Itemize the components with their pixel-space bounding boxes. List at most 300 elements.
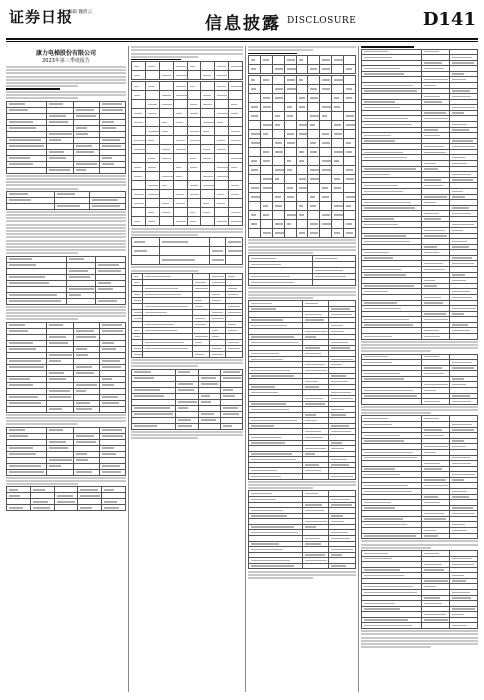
table-cell xyxy=(272,139,284,148)
table-cell xyxy=(272,229,284,238)
table-cell xyxy=(229,109,243,118)
table-cell xyxy=(260,103,272,112)
table-cell xyxy=(30,505,54,511)
text-line xyxy=(6,217,126,219)
text-line xyxy=(131,362,243,364)
table-cell xyxy=(332,85,344,94)
table-cell xyxy=(329,474,356,480)
table-cell xyxy=(249,130,261,139)
table-row xyxy=(249,65,356,74)
table-row xyxy=(7,469,126,475)
table-cell xyxy=(332,112,344,121)
section-heading xyxy=(6,88,60,90)
table-cell xyxy=(308,94,320,103)
table-cell xyxy=(226,256,243,265)
table-cell xyxy=(145,199,159,208)
table-cell xyxy=(362,333,422,339)
table-cell xyxy=(226,238,243,247)
table-cell xyxy=(308,103,320,112)
table-cell xyxy=(296,112,308,121)
text-line xyxy=(361,406,478,408)
table-cell xyxy=(145,145,159,154)
text-line xyxy=(6,227,126,229)
table-cell xyxy=(132,163,146,172)
table-cell xyxy=(249,229,261,238)
table-cell xyxy=(272,211,284,220)
table-cell xyxy=(308,56,320,65)
table-cell xyxy=(132,118,146,127)
table-cell xyxy=(249,65,261,74)
table-cell xyxy=(249,76,261,85)
data-table xyxy=(248,300,356,480)
table-cell xyxy=(187,208,201,217)
text-line xyxy=(248,252,313,254)
table-row xyxy=(132,163,243,172)
table-cell xyxy=(159,163,173,172)
table-cell xyxy=(226,247,243,256)
table-cell xyxy=(249,175,261,184)
table-cell xyxy=(320,130,332,139)
table-cell xyxy=(173,82,187,91)
table-cell xyxy=(284,112,296,121)
text-line xyxy=(248,297,313,299)
text-line xyxy=(361,344,478,346)
table-cell xyxy=(215,190,229,199)
text-line xyxy=(361,640,478,642)
table-row xyxy=(132,199,243,208)
text-line xyxy=(6,69,126,71)
data-table xyxy=(361,550,478,629)
table-cell xyxy=(284,166,296,175)
table-cell xyxy=(249,139,261,148)
table-cell xyxy=(308,112,320,121)
table-cell xyxy=(260,211,272,220)
table-row xyxy=(249,211,356,220)
table-cell xyxy=(132,256,160,265)
text-line xyxy=(131,434,243,436)
table-cell xyxy=(201,127,215,136)
table-row xyxy=(132,62,243,71)
text-line xyxy=(131,228,243,230)
table-cell xyxy=(229,71,243,80)
table-cell xyxy=(132,91,146,100)
table-cell xyxy=(47,469,73,475)
table-cell xyxy=(344,229,356,238)
table-row xyxy=(249,202,356,211)
table-cell xyxy=(272,76,284,85)
table-cell xyxy=(159,91,173,100)
text-line xyxy=(131,53,243,55)
table-cell xyxy=(187,118,201,127)
table-cell xyxy=(229,127,243,136)
table-cell xyxy=(272,65,284,74)
table-cell xyxy=(176,423,198,429)
table-cell xyxy=(187,136,201,145)
table-cell xyxy=(308,202,320,211)
table-cell xyxy=(173,199,187,208)
table-cell xyxy=(272,121,284,130)
table-cell xyxy=(201,145,215,154)
table-cell xyxy=(215,145,229,154)
text-line xyxy=(248,577,313,579)
table-cell xyxy=(187,181,201,190)
table-cell xyxy=(145,217,159,226)
table-cell xyxy=(143,351,193,357)
table-cell xyxy=(198,423,220,429)
table-cell xyxy=(215,100,229,109)
text-line xyxy=(6,414,126,416)
table-cell xyxy=(308,76,320,85)
table-row xyxy=(132,208,243,217)
table-cell xyxy=(73,167,99,173)
table-cell xyxy=(284,175,296,184)
table-cell xyxy=(249,157,261,166)
text-line xyxy=(361,341,478,343)
table-cell xyxy=(284,157,296,166)
table-cell xyxy=(209,247,226,256)
table-cell xyxy=(7,469,47,475)
table-cell xyxy=(145,127,159,136)
table-row xyxy=(132,109,243,118)
table-cell xyxy=(422,399,450,405)
table-cell xyxy=(132,127,146,136)
section-title-en: DISCLOSURE xyxy=(287,16,357,26)
text-line xyxy=(6,97,78,99)
table-cell xyxy=(302,563,329,569)
table-cell xyxy=(187,109,201,118)
table-cell xyxy=(344,148,356,157)
table-cell xyxy=(344,85,356,94)
table-cell xyxy=(229,62,243,71)
table-cell xyxy=(260,202,272,211)
table-cell xyxy=(422,623,450,629)
table-cell xyxy=(272,130,284,139)
table-cell xyxy=(102,505,126,511)
table-cell xyxy=(260,184,272,193)
table-cell xyxy=(344,103,356,112)
table-cell xyxy=(187,82,201,91)
table-cell xyxy=(145,172,159,181)
table-cell xyxy=(201,154,215,163)
table-cell xyxy=(132,199,146,208)
table-cell xyxy=(132,208,146,217)
table-cell xyxy=(145,91,159,100)
table-cell xyxy=(320,175,332,184)
table-cell xyxy=(249,193,261,202)
table-row xyxy=(249,76,356,85)
data-table xyxy=(131,237,243,265)
text-line xyxy=(248,287,356,289)
table-row xyxy=(362,333,478,339)
table-cell xyxy=(272,94,284,103)
table-cell xyxy=(296,65,308,74)
table-cell xyxy=(422,533,450,539)
table-row xyxy=(249,85,356,94)
text-line xyxy=(248,487,313,489)
table-row xyxy=(132,351,243,357)
table-cell xyxy=(54,203,90,209)
text-line xyxy=(131,49,243,51)
table-cell xyxy=(249,148,261,157)
table-cell xyxy=(296,175,308,184)
table-cell xyxy=(296,157,308,166)
table-cell xyxy=(296,103,308,112)
table-cell xyxy=(260,130,272,139)
table-cell xyxy=(249,211,261,220)
table-cell xyxy=(215,127,229,136)
table-cell xyxy=(173,163,187,172)
table-cell xyxy=(272,112,284,121)
column-2-body xyxy=(131,46,243,439)
table-cell xyxy=(332,148,344,157)
table-cell xyxy=(272,103,284,112)
text-line xyxy=(248,571,356,573)
table-cell xyxy=(308,121,320,130)
table-cell xyxy=(260,121,272,130)
table-cell xyxy=(320,139,332,148)
table-cell xyxy=(159,109,173,118)
table-cell xyxy=(284,139,296,148)
column-3 xyxy=(248,45,356,693)
masthead-rule-thick xyxy=(6,38,478,40)
text-line xyxy=(6,243,126,245)
table-cell xyxy=(332,166,344,175)
text-line xyxy=(6,224,126,226)
column-3-body xyxy=(248,46,356,579)
text-line xyxy=(361,350,431,352)
table-row xyxy=(249,220,356,229)
table-row xyxy=(249,103,356,112)
table-cell xyxy=(308,166,320,175)
table-cell xyxy=(132,190,146,199)
table-cell xyxy=(145,208,159,217)
table-cell xyxy=(215,181,229,190)
text-line xyxy=(6,318,78,320)
text-line xyxy=(6,94,126,96)
text-line xyxy=(6,252,78,254)
table-cell xyxy=(249,121,261,130)
table-cell xyxy=(201,100,215,109)
table-cell xyxy=(296,139,308,148)
table-cell xyxy=(159,256,209,265)
text-line xyxy=(361,409,478,411)
table-cell xyxy=(215,71,229,80)
table-cell xyxy=(272,157,284,166)
table-cell xyxy=(173,190,187,199)
column-divider xyxy=(245,46,246,692)
table-cell xyxy=(229,82,243,91)
data-table xyxy=(6,322,126,413)
table-cell xyxy=(209,256,226,265)
table-cell xyxy=(145,136,159,145)
table-cell xyxy=(249,94,261,103)
table-cell xyxy=(159,208,173,217)
table-cell xyxy=(159,71,173,80)
table-cell xyxy=(272,175,284,184)
table-cell xyxy=(201,71,215,80)
table-cell xyxy=(173,208,187,217)
table-cell xyxy=(173,91,187,100)
text-line xyxy=(131,365,198,367)
table-cell xyxy=(7,406,47,412)
table-row xyxy=(7,406,126,412)
table-cell xyxy=(284,202,296,211)
table-cell xyxy=(132,181,146,190)
table-cell xyxy=(332,184,344,193)
company-name: 康力电梯股份有限公司 xyxy=(35,50,96,57)
table-cell xyxy=(320,76,332,85)
column-4 xyxy=(361,45,478,693)
data-table xyxy=(361,415,478,539)
text-line xyxy=(6,483,78,485)
table-row xyxy=(132,100,243,109)
table-cell xyxy=(201,82,215,91)
text-line xyxy=(131,56,198,58)
page-number: D141 xyxy=(422,9,476,30)
text-line xyxy=(131,359,243,361)
table-cell xyxy=(272,193,284,202)
table-cell xyxy=(362,533,422,539)
table-cell xyxy=(308,211,320,220)
table-cell xyxy=(344,76,356,85)
table-cell xyxy=(284,211,296,220)
table-cell xyxy=(332,193,344,202)
table-cell xyxy=(249,85,261,94)
table-cell xyxy=(132,238,160,247)
table-cell xyxy=(159,154,173,163)
text-line xyxy=(6,79,126,81)
text-line xyxy=(131,270,198,272)
text-line xyxy=(248,294,356,296)
table-cell xyxy=(296,193,308,202)
table-cell xyxy=(260,193,272,202)
text-line xyxy=(6,188,78,190)
table-cell xyxy=(344,184,356,193)
data-table xyxy=(248,55,356,74)
data-table xyxy=(361,49,478,340)
table-cell xyxy=(450,399,478,405)
table-row xyxy=(7,505,126,511)
text-line xyxy=(6,233,126,235)
table-cell xyxy=(308,229,320,238)
table-cell xyxy=(320,220,332,229)
table-cell xyxy=(296,211,308,220)
table-cell xyxy=(7,505,31,511)
table-cell xyxy=(132,423,176,429)
table-cell xyxy=(249,563,303,569)
text-line xyxy=(6,76,126,78)
table-cell xyxy=(320,121,332,130)
table-cell xyxy=(159,172,173,181)
table-cell xyxy=(450,533,478,539)
table-cell xyxy=(344,94,356,103)
table-cell xyxy=(201,109,215,118)
text-line xyxy=(6,417,126,419)
table-cell xyxy=(450,623,478,629)
table-row xyxy=(249,184,356,193)
table-cell xyxy=(308,193,320,202)
table-cell xyxy=(215,118,229,127)
table-cell xyxy=(308,85,320,94)
table-cell xyxy=(284,85,296,94)
table-cell xyxy=(187,62,201,71)
table-cell xyxy=(132,351,143,357)
table-cell xyxy=(159,217,173,226)
table-cell xyxy=(187,71,201,80)
table-cell xyxy=(302,474,329,480)
table-cell xyxy=(90,203,126,209)
table-cell xyxy=(260,56,272,65)
table-cell xyxy=(229,208,243,217)
text-line xyxy=(6,236,126,238)
table-row xyxy=(132,154,243,163)
table-cell xyxy=(99,406,125,412)
table-cell xyxy=(209,351,226,357)
text-line xyxy=(6,240,126,242)
table-row xyxy=(249,166,356,175)
table-row xyxy=(249,121,356,130)
table-cell xyxy=(132,217,146,226)
column-1 xyxy=(6,45,126,693)
table-cell xyxy=(344,130,356,139)
table-cell xyxy=(193,351,210,357)
table-row xyxy=(7,167,126,173)
table-row xyxy=(132,190,243,199)
table-cell xyxy=(209,238,226,247)
table-cell xyxy=(201,163,215,172)
table-cell xyxy=(332,65,344,74)
table-cell xyxy=(450,333,478,339)
table-cell xyxy=(159,82,173,91)
table-cell xyxy=(159,118,173,127)
text-line xyxy=(361,347,478,349)
table-cell xyxy=(73,406,99,412)
table-row xyxy=(249,175,356,184)
table-cell xyxy=(145,181,159,190)
table-cell xyxy=(229,163,243,172)
table-cell xyxy=(47,167,73,173)
table-cell xyxy=(272,85,284,94)
table-cell xyxy=(145,100,159,109)
text-line xyxy=(361,633,478,635)
table-row xyxy=(249,112,356,121)
table-cell xyxy=(308,130,320,139)
text-line xyxy=(248,46,356,48)
table-cell xyxy=(173,145,187,154)
table-cell xyxy=(308,148,320,157)
table-row xyxy=(249,193,356,202)
table-cell xyxy=(215,91,229,100)
table-cell xyxy=(201,208,215,217)
text-line xyxy=(248,242,356,244)
table-cell xyxy=(344,157,356,166)
table-cell xyxy=(215,208,229,217)
table-row xyxy=(132,238,243,247)
table-cell xyxy=(344,193,356,202)
table-row xyxy=(132,82,243,91)
table-cell xyxy=(229,217,243,226)
table-row xyxy=(132,118,243,127)
table-row xyxy=(132,91,243,100)
table-cell xyxy=(260,148,272,157)
text-line xyxy=(248,249,356,251)
table-row xyxy=(249,130,356,139)
table-cell xyxy=(173,172,187,181)
table-cell xyxy=(296,220,308,229)
data-table xyxy=(248,490,356,569)
table-cell xyxy=(159,238,209,247)
table-cell xyxy=(296,166,308,175)
